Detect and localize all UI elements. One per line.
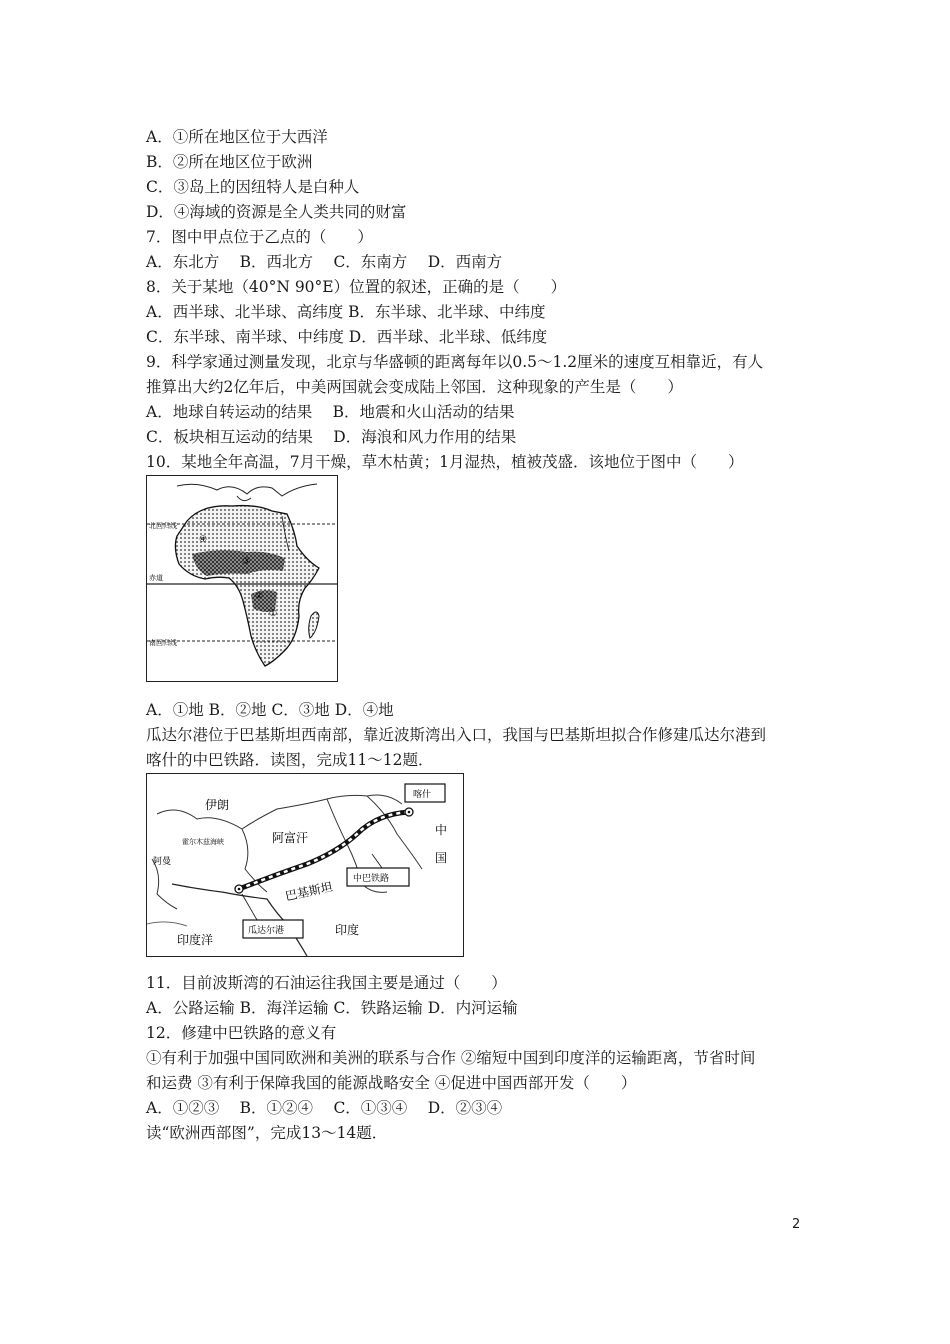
line: A．公路运输 B．海洋运输 C．铁路运输 D．内河运输	[146, 999, 518, 1017]
line: B．②所在地区位于欧洲	[146, 153, 313, 171]
kashgar-label: 喀什	[413, 790, 432, 800]
line: A．①所在地区位于大西洋	[146, 128, 328, 146]
hormuz-label: 霍尔木兹海峡	[182, 838, 224, 846]
gwadar-label: 瓜达尔港	[248, 926, 285, 936]
marker-1: ①	[269, 609, 278, 619]
question-9: 9．科学家通过测量发现，北京与华盛顿的距离每年以0.5～1.2厘米的速度互相靠近，有人	[146, 353, 764, 371]
iran-label: 伊朗	[205, 798, 230, 812]
equator-label: 赤道	[149, 574, 163, 582]
line: A．①地 B．②地 C．③地 D．④地	[146, 701, 394, 719]
line: 和运费 ③有利于保障我国的能源战略安全 ④促进中国西部开发（ ）	[146, 1074, 637, 1092]
indian-ocean-label: 印度洋	[177, 933, 214, 947]
china-label-2: 国	[435, 851, 448, 865]
question-11: 11．目前波斯湾的石油运往我国主要是通过（ ）	[146, 974, 507, 992]
china-label-1: 中	[435, 823, 448, 837]
line: C．板块相互运动的结果 D．海浪和风力作用的结果	[146, 428, 517, 446]
china-pakistan-railway-map	[146, 773, 464, 957]
africa-map	[146, 475, 338, 682]
india-label: 印度	[335, 923, 360, 937]
line: A．地球自转运动的结果 B．地震和火山活动的结果	[146, 403, 515, 421]
marker-3: ③	[242, 557, 251, 567]
line: A．东北方 B．西北方 C．东南方 D．西南方	[146, 253, 503, 271]
line: 推算出大约2亿年后，中美两国就会变成陆上邻国．这种现象的产生是（ ）	[146, 378, 683, 396]
line: 瓜达尔港位于巴基斯坦西南部，靠近波斯湾出入口，我国与巴基斯坦拟合作修建瓜达尔港到	[146, 726, 767, 744]
railway-label: 中巴铁路	[353, 874, 390, 884]
line: 读“欧洲西部图”，完成13～14题．	[146, 1124, 388, 1142]
question-12: 12．修建中巴铁路的意义有	[146, 1024, 337, 1042]
page-number: 2	[792, 1217, 801, 1232]
line: A．①②③ B．①②④ C．①③④ D．②③④	[146, 1099, 503, 1117]
afghanistan-label: 阿富汗	[272, 831, 309, 845]
marker-2: ②	[255, 591, 264, 601]
marker-4: ④	[199, 535, 208, 545]
pakistan-label: 巴基斯坦	[284, 879, 334, 904]
question-7: 7．图中甲点位于乙点的（ ）	[146, 228, 373, 246]
line: C．东半球、南半球、中纬度 D．西半球、北半球、低纬度	[146, 328, 548, 346]
oman-label: 阿曼	[153, 857, 172, 867]
line: D．④海域的资源是全人类共同的财富	[146, 203, 407, 221]
question-10: 10．某地全年高温，7月干燥，草木枯黄；1月湿热，植被茂盛．该地位于图中（ ）	[146, 453, 744, 471]
tropic-capricorn-label: 南回归线	[149, 639, 177, 647]
tropic-cancer-label: 北回归线	[149, 522, 177, 530]
line: 喀什的中巴铁路．读图，完成11～12题．	[146, 751, 434, 769]
line: C．③岛上的因纽特人是白种人	[146, 178, 360, 196]
line: A．西半球、北半球、高纬度 B．东半球、北半球、中纬度	[146, 303, 546, 321]
line: ①有利于加强中国同欧洲和美洲的联系与合作 ②缩短中国到印度洋的运输距离，节省时间	[146, 1049, 756, 1067]
question-8: 8．关于某地（40°N 90°E）位置的叙述，正确的是（ ）	[146, 278, 567, 296]
